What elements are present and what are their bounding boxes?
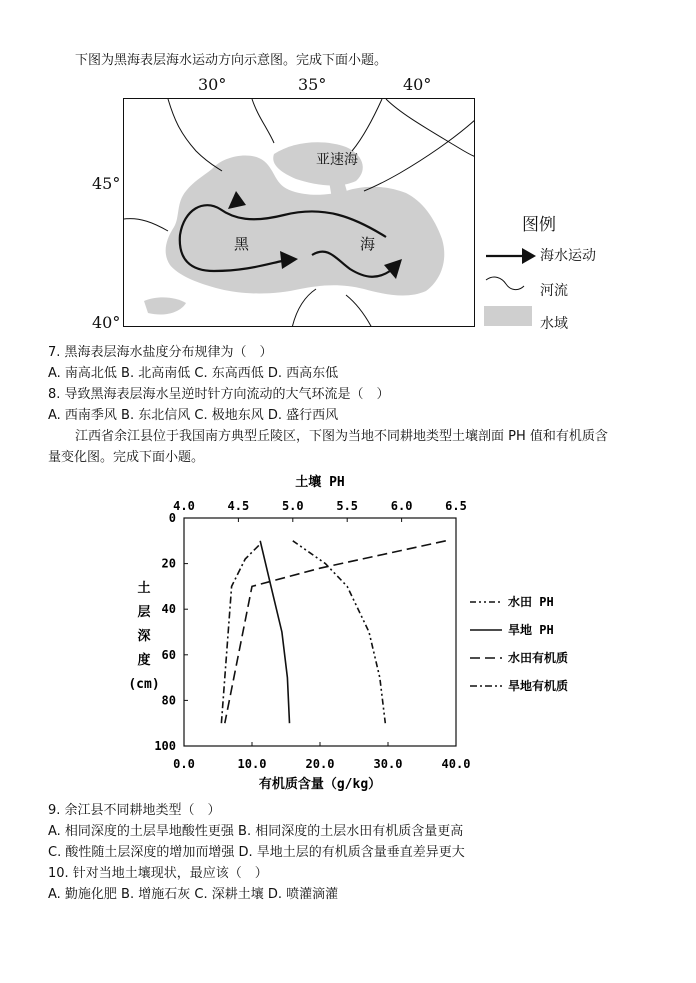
lat-label-40: 40° bbox=[92, 313, 121, 332]
plot-frame bbox=[184, 518, 456, 746]
legend-item-river: 河流 bbox=[540, 283, 568, 299]
river-5 bbox=[386, 99, 475, 157]
series-line-2 bbox=[225, 541, 446, 723]
depth-tick-label: 60 bbox=[161, 647, 176, 662]
bottom-axis-title: 有机质含量（g/kg） bbox=[258, 777, 382, 792]
y-axis-title-char: (cm) bbox=[130, 677, 160, 692]
chart-intro-line2: 量变化图。完成下面小题。 bbox=[48, 450, 205, 465]
label-black-right: 海 bbox=[360, 235, 376, 253]
series-line-0 bbox=[293, 541, 386, 723]
lon-label-40: 40° bbox=[403, 75, 432, 94]
om-tick-label: 20.0 bbox=[305, 757, 335, 771]
series-line-3 bbox=[221, 545, 258, 723]
question-8-options: A. 西南季风 B. 东北信风 C. 极地东风 D. 盛行西风 bbox=[48, 408, 339, 423]
depth-tick-label: 20 bbox=[161, 556, 176, 571]
depth-tick-label: 0 bbox=[168, 511, 176, 525]
series-line-1 bbox=[260, 541, 289, 723]
y-axis-title-char: 度 bbox=[137, 653, 151, 668]
lon-label-30: 30° bbox=[198, 75, 227, 94]
ph-tick-label: 6.0 bbox=[390, 499, 413, 513]
top-axis-title: 土壤 PH bbox=[295, 475, 345, 490]
question-9-options-1: A. 相同深度的土层旱地酸性更强 B. 相同深度的土层水田有机质含量更高 bbox=[48, 824, 464, 839]
depth-tick-label: 80 bbox=[161, 693, 176, 708]
legend-water-icon bbox=[484, 306, 532, 326]
ph-tick-label: 4.5 bbox=[227, 499, 250, 513]
legend-arrow-head-icon bbox=[522, 248, 536, 264]
depth-tick-label: 40 bbox=[161, 602, 176, 617]
legend-label-2: 水田有机质 bbox=[508, 651, 569, 665]
river-2 bbox=[252, 99, 274, 143]
map-intro: 下图为黑海表层海水运动方向示意图。完成下面小题。 bbox=[75, 53, 388, 68]
legend-item-water: 水域 bbox=[540, 316, 568, 332]
om-tick-label: 40.0 bbox=[441, 757, 471, 771]
chart-intro-line1: 江西省余江县位于我国南方典型丘陵区，下图为当地不同耕地类型土壤剖面 PH 值和有机质含 bbox=[75, 429, 608, 444]
legend-item-current: 海水运动 bbox=[540, 248, 596, 264]
label-azov-sea: 亚速海 bbox=[316, 152, 358, 168]
legend-label-3: 旱地有机质 bbox=[508, 679, 569, 693]
soil-chart-svg bbox=[130, 472, 600, 792]
y-axis-title-char: 土 bbox=[137, 581, 151, 596]
legend-label-1: 旱地 PH bbox=[508, 623, 554, 637]
legend-label-0: 水田 PH bbox=[508, 595, 554, 609]
river-6 bbox=[124, 219, 168, 231]
river-3 bbox=[352, 99, 382, 151]
question-7: 7. 黑海表层海水盐度分布规律为（ ） bbox=[48, 345, 273, 360]
om-tick-label: 10.0 bbox=[237, 757, 267, 771]
lat-label-45: 45° bbox=[92, 174, 121, 193]
river-4 bbox=[364, 119, 475, 191]
ph-tick-label: 5.0 bbox=[281, 499, 304, 513]
map-drawing bbox=[124, 99, 475, 327]
question-9: 9. 余江县不同耕地类型（ ） bbox=[48, 803, 221, 818]
label-black-left: 黑 bbox=[234, 235, 250, 253]
river-1 bbox=[168, 99, 222, 171]
legend-symbols bbox=[484, 238, 544, 328]
y-axis-title-char: 层 bbox=[137, 605, 151, 620]
om-tick-label: 0.0 bbox=[173, 757, 195, 771]
ph-tick-label: 6.5 bbox=[445, 499, 467, 513]
lon-label-35: 35° bbox=[298, 75, 327, 94]
question-10-options: A. 勤施化肥 B. 增施石灰 C. 深耕土壤 D. 喷灌滴灌 bbox=[48, 887, 339, 902]
y-axis-title-char: 深 bbox=[137, 629, 151, 644]
marmara-shape bbox=[144, 297, 186, 314]
black-sea-map bbox=[123, 98, 475, 327]
ph-tick-label: 4.0 bbox=[173, 499, 195, 513]
legend-river-icon bbox=[486, 277, 524, 290]
river-8 bbox=[346, 295, 372, 327]
question-10: 10. 针对当地土壤现状，最应该（ ） bbox=[48, 866, 268, 881]
soil-chart bbox=[130, 472, 600, 792]
question-7-options: A. 南高北低 B. 北高南低 C. 东高西低 D. 西高东低 bbox=[48, 366, 339, 381]
question-8: 8. 导致黑海表层海水呈逆时针方向流动的大气环流是（ ） bbox=[48, 387, 390, 402]
river-7 bbox=[292, 289, 316, 327]
om-tick-label: 30.0 bbox=[373, 757, 403, 771]
legend-title: 图例 bbox=[522, 215, 556, 235]
question-9-options-2: C. 酸性随土层深度的增加而增强 D. 旱地土层的有机质含量垂直差异更大 bbox=[48, 845, 465, 860]
ph-tick-label: 5.5 bbox=[336, 499, 359, 513]
depth-tick-label: 100 bbox=[154, 739, 176, 753]
